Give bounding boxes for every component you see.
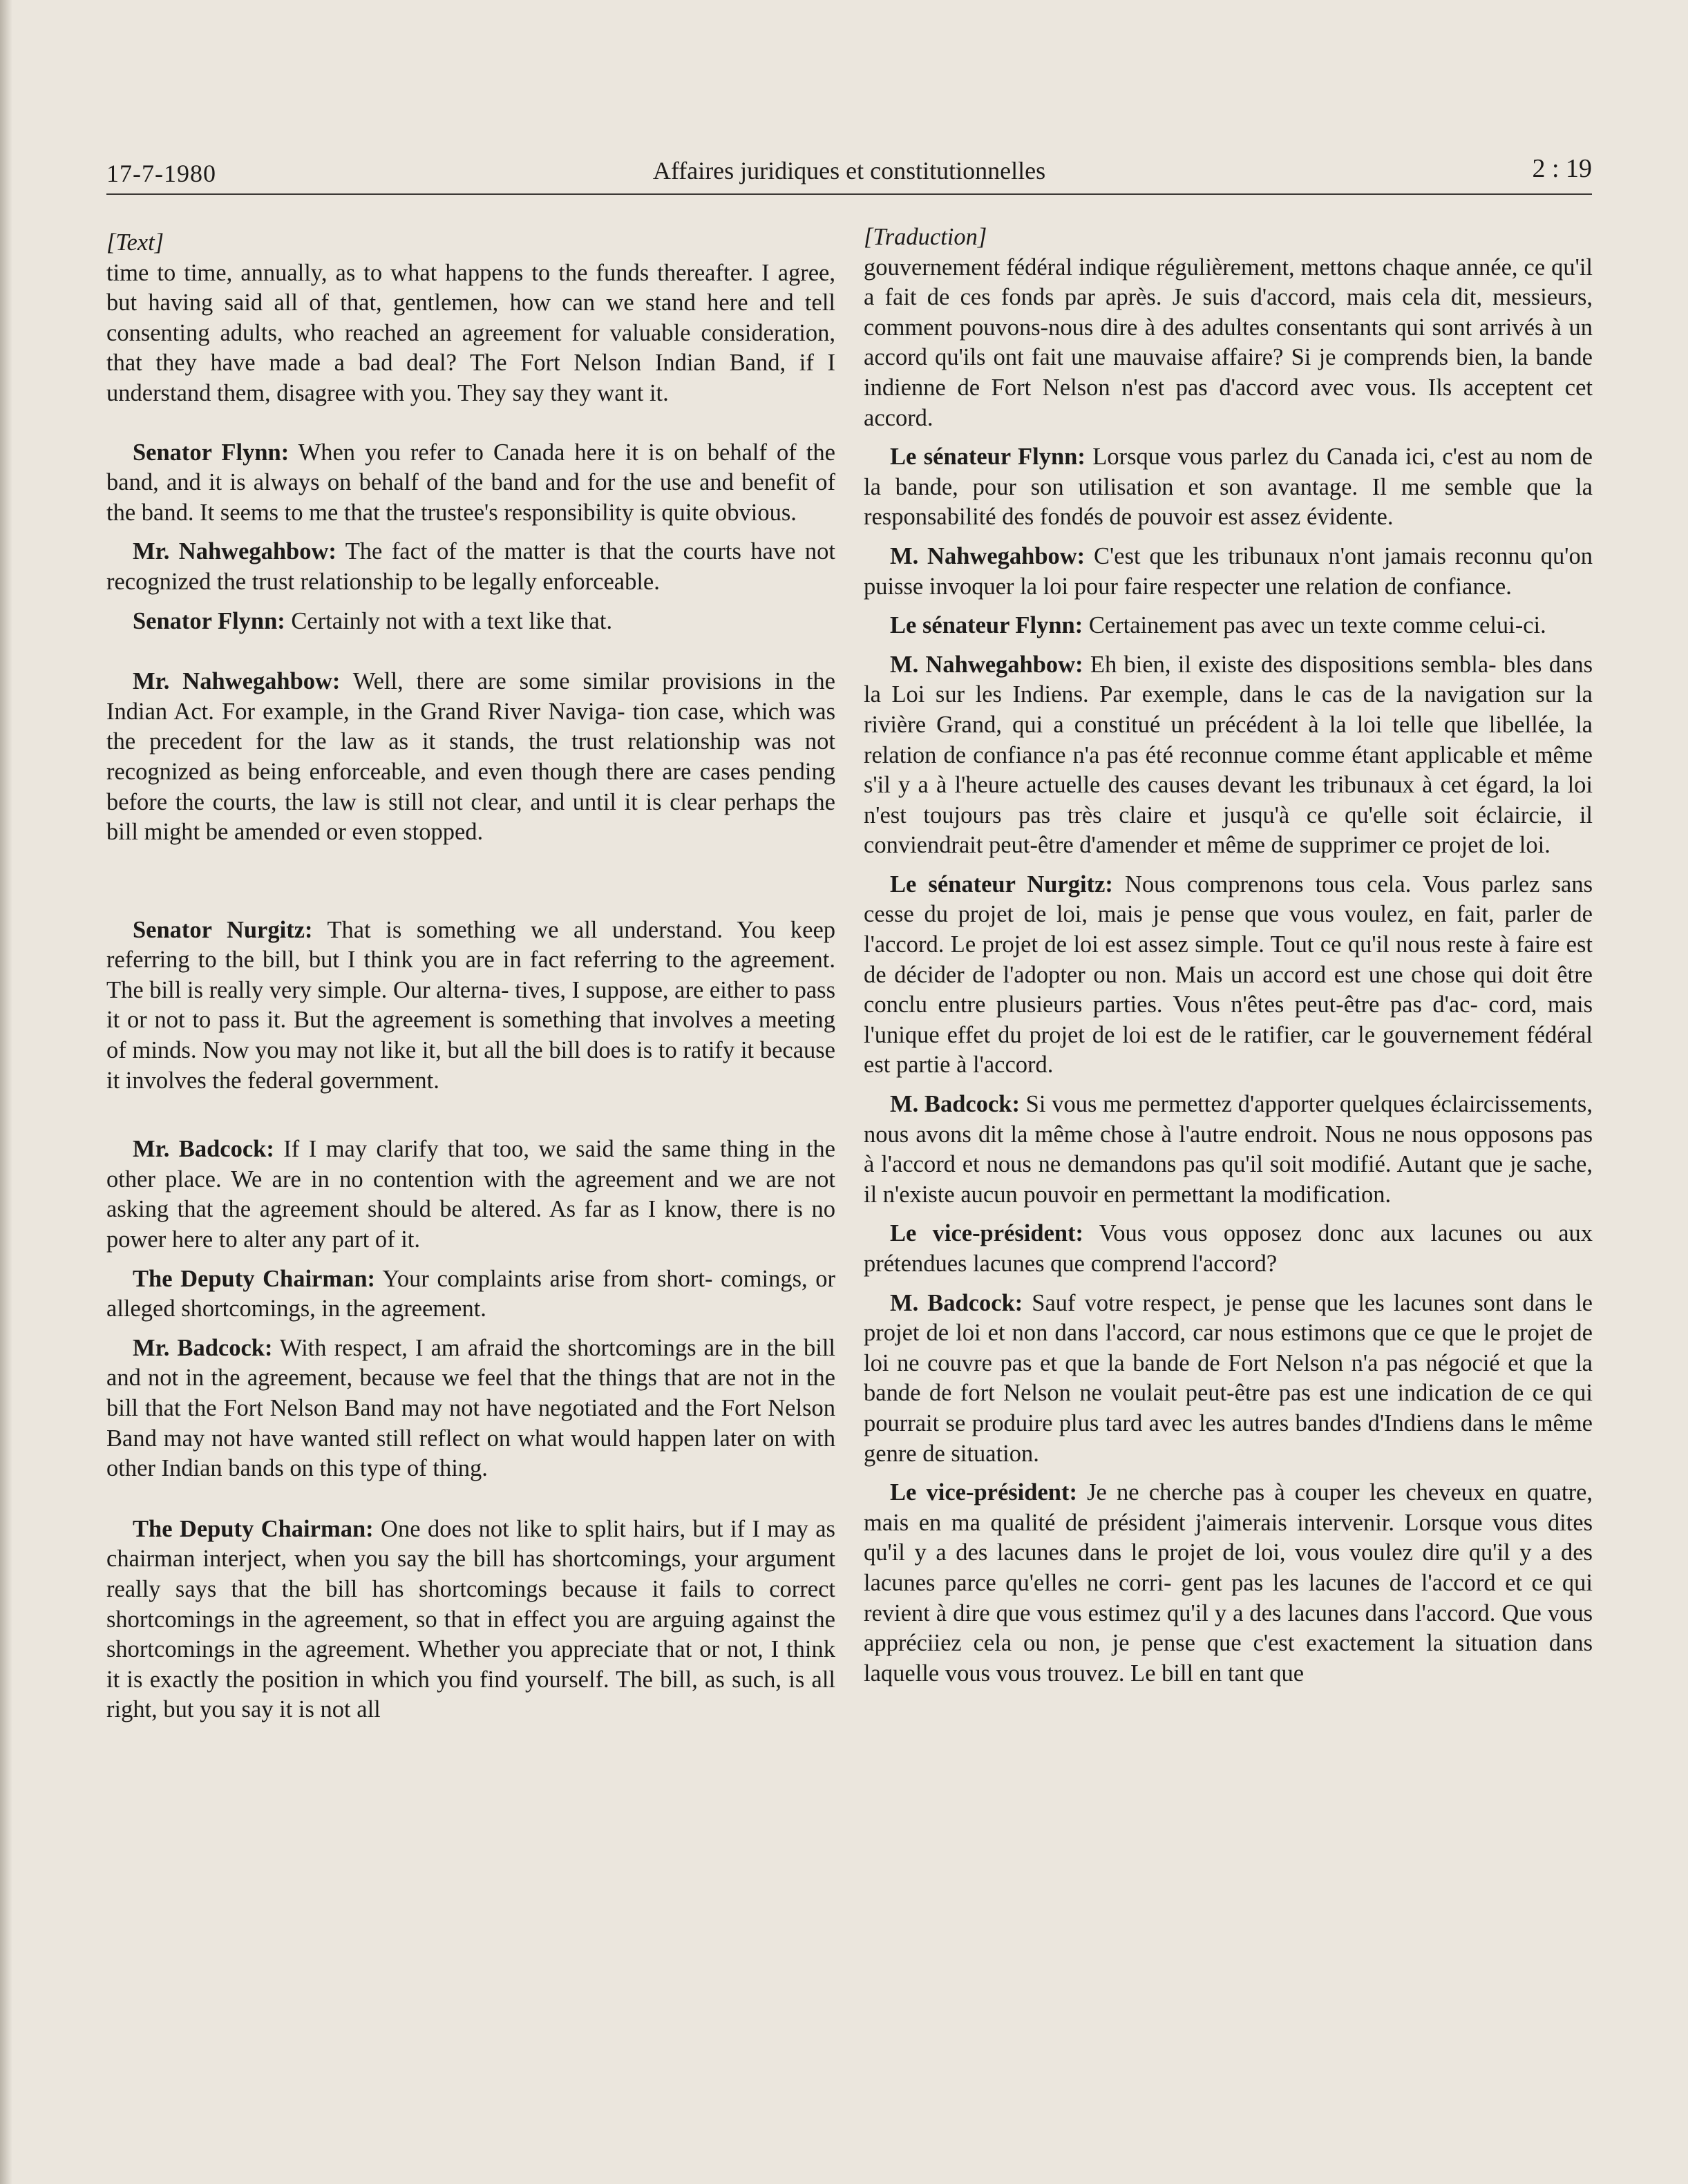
speech-paragraph	[106, 667, 835, 848]
speech-paragraph	[864, 1090, 1593, 1210]
speech-paragraph	[864, 1289, 1593, 1470]
speaker-name: Mr. Nahwegahbow:	[133, 538, 336, 565]
binding-shadow	[0, 0, 12, 2184]
speaker-name: M. Nahwegahbow:	[890, 542, 1085, 569]
speech-text: Sauf votre respect, je pense que les lacunes sont dans le projet de loi et non dans l'accord, car nous estimons que ce que le projet de loi ne couvre pas et que la bande de Fort Nelson n'a pas négocié et que la bande de fort Nelson ne voulait peut-être pas est une indication de ce qui pourrait se produire plus tard avec les autres bandes d'Indiens dans le même genre de situation.	[864, 1289, 1593, 1467]
column-label: [Text]	[106, 229, 164, 256]
speaker-name: Le vice-président:	[890, 1479, 1077, 1506]
speech-paragraph	[106, 537, 835, 597]
speaker-name: Senator Flynn:	[133, 439, 290, 466]
speaker-name: M. Nahwegahbow:	[890, 651, 1083, 678]
speaker-name: Senator Flynn:	[133, 607, 285, 634]
speech-text: Certainement pas avec un texte comme celui-ci.	[1083, 612, 1546, 639]
speech-paragraph	[864, 1478, 1593, 1689]
french-column	[864, 224, 1593, 1689]
speaker-name: M. Badcock:	[890, 1091, 1020, 1118]
speech-text: If I may clarify that too, we said the same thing in the other place. We are in no contention with the agreement and we are not asking that the agreement should be altered. As far as I know, there is no power here to alter any part of it.	[106, 1136, 835, 1253]
speaker-name: Le sénateur Nurgitz:	[890, 871, 1113, 898]
speaker-name: M. Badcock:	[890, 1289, 1023, 1316]
speech-text: C'est que les tribunaux n'ont jamais reconnu qu'on puisse invoquer la loi pour faire respecter une relation de confiance.	[864, 542, 1593, 600]
speech-text: Vous vous opposez donc aux lacunes ou aux prétendues lacunes que comprend l'accord?	[864, 1220, 1593, 1277]
speech-paragraph	[864, 611, 1593, 641]
english-column	[106, 228, 835, 1725]
speech-text: With respect, I am afraid the shortcomings are in the bill and not in the agreement, because we feel that the things that are not in the bill that the Fort Nelson Band may not have negotiated and the Fort Nelson Band may not have wanted still reflect on what would happen later on with other Indian bands on this type of thing.	[106, 1334, 835, 1482]
speech-text: Je ne cherche pas à couper les cheveux en quatre, mais en ma qualité de président j'aimerais intervenir. Lorsque vous dites qu'il y a des lacunes dans le projet de loi, vous voulez dire qu'il y a des lacunes parce qu'elles ne corri- gent pas les lacunes de l'accord et ce qui revient à dire que vous estimez qu'il y a des lacunes dans l'accord. Que vous appréciiez cela ou non, je pense que c'est exactement la situation dans laquelle vous vous trouvez. Le bill en tant que	[864, 1479, 1593, 1687]
speaker-name: Mr. Badcock:	[133, 1334, 273, 1361]
speech-text: Your complaints arise from short- comings, or alleged shortcomings, in the agreement.	[106, 1265, 835, 1322]
speech-text: Lorsque vous parlez du Canada ici, c'est au nom de la bande, pour son utilisation et son avantage. Il me semble que la responsabilité des fondés de pouvoir est assez évidente.	[864, 444, 1593, 531]
page-header	[106, 152, 1592, 195]
speaker-name: The Deputy Chairman:	[133, 1265, 376, 1292]
speech-paragraph	[864, 1219, 1593, 1279]
speech-paragraph	[106, 1134, 835, 1255]
speech-text: Well, there are some similar provisions in the Indian Act. For example, in the Grand River Naviga- tion case, which was the precedent for the law as it stands, the trust relationship was not recognized as being enforceable, and even though there are cases pending before the courts, the law is still not clear, and until it is clear perhaps the bill might be amended or even stopped.	[106, 668, 835, 846]
speaker-name: Le sénateur Flynn:	[890, 612, 1083, 639]
speech-text: Certainly not with a text like that.	[285, 607, 613, 634]
speech-paragraph	[864, 650, 1593, 861]
speaker-name: Mr. Badcock:	[133, 1136, 274, 1163]
speech-paragraph	[864, 442, 1593, 533]
speech-text: One does not like to split hairs, but if I may as chairman interject, when you say the bill has shortcomings, your argument really says that the bill has shortcomings because it fails to correct shortcomings in the agreement, so that in effect you are arguing against the shortcomings in the agreement. Whether you appreciate that or not, I think it is exactly the position in which you find yourself. The bill, as such, is all right, but you say it is not all	[106, 1515, 835, 1723]
speaker-name: Senator Nurgitz:	[133, 916, 313, 943]
speech-paragraph	[106, 915, 835, 1096]
header-date: 17-7-1980	[106, 160, 216, 187]
speaker-name: Le sénateur Flynn:	[890, 444, 1085, 471]
speech-text: Si vous me permettez d'apporter quelques éclaircissements, nous avons dit la même chose à l'autre endroit. Nous ne nous opposons pas à l'accord et nous ne demandons pas qu'il soit modifié. Autant que je sache, il n'existe aucun pouvoir en permettant la modification.	[864, 1091, 1593, 1208]
speech-text: Nous comprenons tous cela. Vous parlez sans cesse du projet de loi, mais je pense que vous voulez, en fait, parler de l'accord. Le projet de loi est assez simple. Tout ce qu'il nous reste à faire est de décider de l'adopter ou non. Mais un accord est une chose qui doit être conclu entre plusieurs parties. Vous n'êtes peut-être pas d'ac- cord, mais l'unique effet du projet de loi est de le ratifier, car le gouvernement fédéral est partie à l'accord.	[864, 871, 1593, 1079]
speech-text: That is something we all understand. You keep referring to the bill, but I think you are in fact referring to the agreement. The bill is really very simple. Our alterna- tives, I suppose, are either to pass it or not to pass it. But the agreement is something that involves a meeting of minds. Now you may not like it, but all the bill does is to ratify it because it involves the federal government.	[106, 916, 836, 1094]
speech-text: The fact of the matter is that the courts have not recognized the trust relationship to be legally enforceable.	[106, 538, 835, 595]
speech-paragraph	[864, 542, 1593, 602]
speech-paragraph	[106, 607, 835, 637]
column-label: [Traduction]	[864, 224, 987, 250]
speech-text: When you refer to Canada here it is on behalf of the band, and it is always on behalf of the band and for the use and benefit of the band. It seems to me that the trustee's responsibility is quite obvious.	[106, 439, 835, 526]
speaker-name: Mr. Nahwegahbow:	[133, 668, 341, 695]
speech-text: Eh bien, il existe des dispositions sembla- bles dans la Loi sur les Indiens. Par exemple, dans le cas de la navigation sur la rivière Grand, qui a constitué un précédent à la loi telle que libellée, la relation de confiance n'a pas été reconnue comme étant applicable et même s'il y a à l'heure actuelle des causes devant les tribunaux à cet égard, la loi n'est toujours pas très claire et jusqu'à ce qu'elle soit éclaircie, il conviendrait peut-être d'amender et même de supprimer ce projet de loi.	[864, 651, 1593, 859]
speech-paragraph	[864, 870, 1593, 1081]
intro-paragraph: time to time, annually, as to what happens to the funds thereafter. I agree, but having said all of that, gentlemen, how can we stand here and tell consenting adults, who reached an agreement for valuable consideration, that they have made a bad deal? The Fort Nelson Indian Band, if I understand them, disagree with you. They say they want it.	[106, 259, 835, 406]
speech-paragraph	[106, 1514, 835, 1725]
speech-paragraph	[106, 438, 835, 529]
speaker-name: The Deputy Chairman:	[133, 1515, 374, 1542]
speech-paragraph	[106, 1264, 835, 1324]
speech-paragraph	[106, 1333, 835, 1484]
header-page-number: 2 : 19	[1532, 154, 1592, 183]
header-title: Affaires juridiques et constitutionnelles	[652, 157, 1046, 184]
intro-paragraph: gouvernement fédéral indique régulièrement, mettons chaque année, ce qu'il a fait de ces fonds par après. Je suis d'accord, mais cela dit, messieurs, comment pouvons-nous dire à des adultes consentants qui sont arrivés à un accord qu'ils ont fait une mauvaise affaire? Si je comprends bien, la bande indienne de Fort Nelson n'est pas d'accord avec vous. Ils acceptent cet accord.	[864, 254, 1593, 431]
speaker-name: Le vice-président:	[890, 1220, 1084, 1247]
